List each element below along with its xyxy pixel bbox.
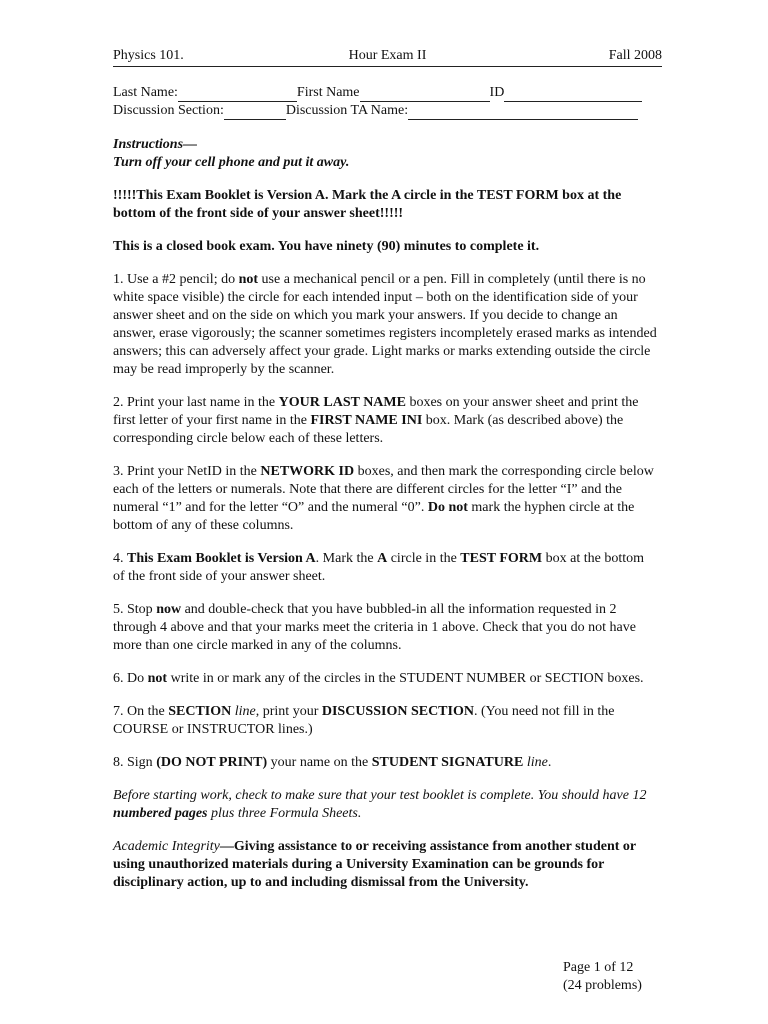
item-emphasis: now (156, 602, 182, 617)
instructions-heading: Instructions— (113, 137, 198, 152)
last-name-field[interactable] (178, 86, 297, 102)
student-name-row (113, 84, 642, 102)
closed-book-notice: This is a closed book exam. You have ninety (90) minutes to complete it. (113, 239, 540, 254)
exam-title: Hour Exam II (348, 48, 427, 63)
item-text: use a mechanical pencil or a pen. Fill in completely (until there is no white space visible) the circle for each intended input – both on the identification side of your answer sheet and on the side on which you mark your answers. If you decide to change an answer, erase vigorously; the scanner sometimes registers incompletely erased marks as intended answers; this can adversely affect your grade. Light marks or marks extending outside the circle may be read improperly by the scanner. (113, 272, 657, 377)
item-text: plus three Formula Sheets. (207, 806, 362, 821)
item-emphasis: (DO NOT PRINT) (156, 755, 268, 770)
item-text: circle in the (387, 551, 461, 566)
item-text: 4. (113, 551, 127, 566)
item-emphasis: A (377, 551, 388, 566)
instruction-item-8 (113, 754, 658, 772)
item-emphasis: numbered pages (113, 806, 208, 821)
page-header (113, 46, 662, 67)
term: Fall 2008 (608, 48, 662, 63)
item-text: write in or mark any of the circles in the STUDENT NUMBER or SECTION boxes. (167, 671, 644, 686)
instructions-body (113, 136, 658, 907)
item-text: , print your (255, 704, 322, 719)
item-emphasis: YOUR LAST NAME (278, 395, 406, 410)
item-text: Before starting work, check to make sure that your test booklet is complete. You should have 12 (113, 788, 647, 803)
item-emphasis: Do not (427, 500, 468, 515)
first-name-field[interactable] (360, 86, 490, 102)
item-italic: line (234, 704, 256, 719)
instruction-item-5 (113, 601, 658, 655)
integrity-label: Academic Integrity (113, 839, 220, 854)
item-emphasis: DISCUSSION SECTION (321, 704, 474, 719)
id-field[interactable] (504, 86, 642, 102)
booklet-check-notice (113, 787, 658, 823)
item-text: 7. On the (113, 704, 169, 719)
discussion-ta-field[interactable] (408, 104, 638, 120)
item-text: mark the hyphen circle at the bottom of any of these columns. (113, 500, 635, 533)
item-text: and double-check that you have bubbled-in all the information requested in 2 through 4 above and that your marks meet the criteria in 1 above. Check that you do not have more than one circle marked in any of the columns. (113, 602, 636, 653)
discussion-section-label: Discussion Section: (113, 103, 224, 118)
page-number: Page 1 of 12 (563, 960, 634, 975)
discussion-ta-label: Discussion TA Name: (285, 103, 409, 118)
integrity-text: —Giving assistance to or receiving assistance from another student or using unauthorized materials during a University Examination can be grounds for disciplinary action, up to and including dismissal from the University. (113, 839, 636, 890)
problem-count: (24 problems) (563, 978, 642, 993)
item-text: . Mark the (315, 551, 378, 566)
discussion-section-field[interactable] (224, 104, 286, 120)
item-emphasis: not (147, 671, 168, 686)
instruction-item-2 (113, 394, 658, 448)
item-emphasis: NETWORK ID (260, 464, 355, 479)
item-text: your name on the (267, 755, 372, 770)
instruction-item-4 (113, 550, 658, 586)
id-label: ID (489, 85, 505, 100)
instruction-item-6 (113, 670, 658, 688)
page-footer (563, 959, 642, 995)
course-name: Physics 101. (113, 48, 184, 63)
item-text: . (547, 755, 552, 770)
item-emphasis: SECTION (168, 704, 232, 719)
item-text: 6. Do (113, 671, 148, 686)
item-text: 2. Print your last name in the (113, 395, 279, 410)
item-emphasis: TEST FORM (460, 551, 543, 566)
instruction-item-1 (113, 271, 658, 379)
item-text: boxes on your answer sheet and print the first letter of your first name in the (113, 395, 639, 428)
instruction-item-3 (113, 463, 658, 535)
first-name-label: First Name (296, 85, 360, 100)
last-name-label: Last Name: (113, 85, 178, 100)
version-notice: !!!!!This Exam Booklet is Version A. Mark the A circle in the TEST FORM box at the bottom of the front side of your answer sheet!!!!! (113, 188, 622, 221)
item-text: 3. Print your NetID in the (113, 464, 261, 479)
item-text: box at the bottom of the front side of your answer sheet. (113, 551, 644, 584)
item-text: 8. Sign (113, 755, 157, 770)
item-emphasis: not (238, 272, 259, 287)
item-text: 1. Use a #2 pencil; do (113, 272, 239, 287)
item-emphasis: STUDENT SIGNATURE (371, 755, 524, 770)
item-text: 5. Stop (113, 602, 157, 617)
instruction-item-7 (113, 703, 658, 739)
discussion-row (113, 102, 638, 120)
item-text: . (You need not fill in the COURSE or INSTRUCTOR lines.) (113, 704, 615, 737)
item-text: box. Mark (as described above) the corresponding circle below each of these letters. (113, 413, 624, 446)
academic-integrity-notice (113, 838, 658, 892)
item-italic: line (526, 755, 548, 770)
cell-phone-notice: Turn off your cell phone and put it away. (113, 155, 350, 170)
item-text: boxes, and then mark the corresponding circle below each of the letters or numerals. Note that there are different circles for the letter “I” and the numeral “1” and for the letter “O” and the numeral “0”. (113, 464, 654, 515)
item-emphasis: FIRST NAME INI (310, 413, 423, 428)
item-emphasis: This Exam Booklet is Version A (127, 551, 316, 566)
